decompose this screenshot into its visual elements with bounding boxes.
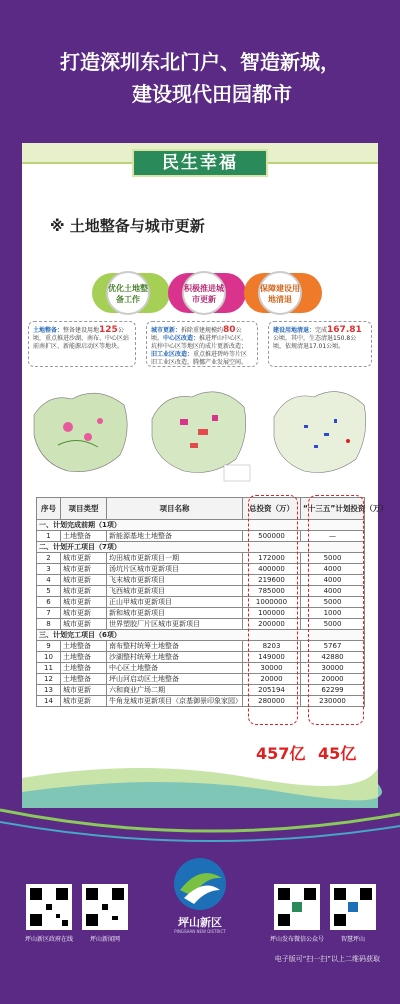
table-cell: 六和商业广场二期 <box>107 685 243 696</box>
table-cell: 土地整备 <box>61 531 107 542</box>
table-cell: 城市更新 <box>61 575 107 586</box>
table-cell: 1000000 <box>243 597 301 608</box>
table-cell: 沙湖整村统筹土地整备 <box>107 652 243 663</box>
headline-line2: 建设现代田园都市 <box>132 82 292 106</box>
table-cell: 4000 <box>301 586 365 597</box>
arrow-step-1: 优化土地整 备工作 <box>92 269 170 317</box>
table-cell: 20000 <box>301 674 365 685</box>
note-urban-renewal: 城市更新：拆除重建规模约80公顷。中心区改造：推进坪山中心区、坑梓中心区等地区的成片更新改造；旧工业区改造：重点推进碧岭等片区旧工业区改造，腾挪产业发展空间。 <box>146 321 258 367</box>
table-cell: 12 <box>37 674 61 685</box>
card-bottom-wave <box>22 748 378 808</box>
logo-name: 坪山新区 <box>178 916 222 929</box>
qr-label-2: 坪山新闻网 <box>89 936 120 943</box>
table-cell: 42880 <box>301 652 365 663</box>
qr-code-1[interactable] <box>26 884 72 930</box>
table-cell: 城市更新 <box>61 586 107 597</box>
map-land-readjustment <box>28 375 136 485</box>
table-cell: 新能源基地土地整备 <box>107 531 243 542</box>
table-cell: 785000 <box>243 586 301 597</box>
table-cell: 土地整备 <box>61 652 107 663</box>
table-cell: 100000 <box>243 608 301 619</box>
footer-note: 电子版可“扫一扫”以上二维码获取 <box>274 955 380 963</box>
table-cell: 5000 <box>301 597 365 608</box>
note-land-readjustment: 土地整备：整备建设用地125公顷，重点推进沙湖、南布、中心区站前南扩区、新能源启动区等地块。 <box>28 321 136 367</box>
table-cell: 城市更新 <box>61 564 107 575</box>
logo-block <box>150 856 250 936</box>
headline-line1: 打造深圳东北门户、智造新城， <box>60 50 340 74</box>
total-investment-sum: 457亿 <box>256 744 306 763</box>
table-cell: 城市更新 <box>61 619 107 630</box>
table-cell: 4000 <box>301 564 365 575</box>
table-cell: 500000 <box>243 531 301 542</box>
table-cell: 飞末城市更新项目 <box>107 575 243 586</box>
table-cell: 30000 <box>301 663 365 674</box>
map-urban-renewal <box>146 375 254 485</box>
content-card <box>22 143 388 808</box>
table-cell: 30000 <box>243 663 301 674</box>
table-cell: 7 <box>37 608 61 619</box>
table-cell: 8203 <box>243 641 301 652</box>
table-cell: 6 <box>37 597 61 608</box>
col-header-total: 总投资（万） <box>243 498 301 520</box>
table-cell: 11 <box>37 663 61 674</box>
poster-headline <box>0 46 400 110</box>
maps-row <box>28 375 372 485</box>
table-cell: 新和城市更新项目 <box>107 608 243 619</box>
table-cell: 土地整备 <box>61 674 107 685</box>
col-header-plan: “十三五”计划投资（万） <box>301 498 365 520</box>
section-title: ※ 土地整备与城市更新 <box>50 217 205 235</box>
table-cell: 219600 <box>243 575 301 586</box>
lower-wave <box>0 800 400 860</box>
table-cell: 5000 <box>301 619 365 630</box>
table-cell: 南布整村统筹土地整备 <box>107 641 243 652</box>
qr-icon <box>84 886 126 928</box>
table-cell: 土地整备 <box>61 641 107 652</box>
table-cell: 172000 <box>243 553 301 564</box>
table-cell: — <box>301 531 365 542</box>
process-arrows <box>92 269 322 317</box>
qr-icon <box>28 886 70 928</box>
table-cell: 5767 <box>301 641 365 652</box>
qr-code-4[interactable] <box>330 884 376 930</box>
card-badge: 民生幸福 <box>132 149 268 177</box>
table-category-label: 二、计划开工项目（7项） <box>37 542 365 553</box>
table-cell: 4000 <box>301 575 365 586</box>
note-land-clearance: 建设用地清退：完成167.81公顷，其中，生态清退150.8公顷，依规清退17.01公顷。 <box>268 321 372 367</box>
table-cell: 城市更新 <box>61 597 107 608</box>
qr-icon <box>332 886 374 928</box>
table-cell: 8 <box>37 619 61 630</box>
table-cell: 205194 <box>243 685 301 696</box>
map-land-clearance <box>268 375 372 485</box>
table-cell: 汤坑片区城市更新项目 <box>107 564 243 575</box>
total-investment-highlight <box>248 495 298 725</box>
pingshan-logo-icon <box>170 856 230 912</box>
table-cell: 2 <box>37 553 61 564</box>
logo-english: PINGSHAN NEW DISTRICT <box>174 929 226 934</box>
table-cell: 149000 <box>243 652 301 663</box>
col-header-type: 项目类型 <box>61 498 107 520</box>
table-cell: 1 <box>37 531 61 542</box>
table-cell: 230000 <box>301 696 365 707</box>
table-cell: 5000 <box>301 553 365 564</box>
table-cell: 5 <box>37 586 61 597</box>
table-cell: 正山甲城市更新项目 <box>107 597 243 608</box>
table-cell: 坪山河启动区土地整备 <box>107 674 243 685</box>
table-cell: 14 <box>37 696 61 707</box>
table-cell: 城市更新 <box>61 696 107 707</box>
table-category-label: 一、计划完成前期（1项） <box>37 520 365 531</box>
table-cell: 280000 <box>243 696 301 707</box>
col-header-index: 序号 <box>37 498 61 520</box>
card-header <box>22 143 378 179</box>
qr-label-4: 智慧坪山 <box>340 936 365 943</box>
qr-label-3: 坪山发布微信公众号 <box>269 936 324 943</box>
table-cell: 世界塑胶厂片区城市更新项目 <box>107 619 243 630</box>
table-cell: 城市更新 <box>61 553 107 564</box>
table-cell: 中心区土地整备 <box>107 663 243 674</box>
table-category-label: 三、计划完工项目（6项） <box>37 630 365 641</box>
table-cell: 土地整备 <box>61 663 107 674</box>
qr-label-1: 坪山新区政府在线 <box>24 936 73 943</box>
table-cell: 城市更新 <box>61 608 107 619</box>
notes-row <box>28 321 372 367</box>
table-cell: 9 <box>37 641 61 652</box>
table-cell: 飞西城市更新项目 <box>107 586 243 597</box>
table-cell: 牛角龙城市更新项目（京基御景印象家园） <box>107 696 243 707</box>
table-cell: 10 <box>37 652 61 663</box>
table-cell: 城市更新 <box>61 685 107 696</box>
table-cell: 200000 <box>243 619 301 630</box>
table-cell: 13 <box>37 685 61 696</box>
table-cell: 4 <box>37 575 61 586</box>
table-cell: 3 <box>37 564 61 575</box>
table-cell: 1000 <box>301 608 365 619</box>
plan-investment-highlight <box>308 495 364 725</box>
plan-investment-sum: 45亿 <box>318 744 357 763</box>
table-cell: 均田城市更新项目一期 <box>107 553 243 564</box>
qr-icon <box>276 886 318 928</box>
qr-code-2[interactable] <box>82 884 128 930</box>
table-cell: 20000 <box>243 674 301 685</box>
col-header-name: 项目名称 <box>107 498 243 520</box>
arrow-step-3: 保障建设用 地清退 <box>244 269 322 317</box>
arrow-step-2: 积极推进城 市更新 <box>168 269 246 317</box>
table-cell: 400000 <box>243 564 301 575</box>
qr-code-3[interactable] <box>274 884 320 930</box>
table-cell: 62299 <box>301 685 365 696</box>
